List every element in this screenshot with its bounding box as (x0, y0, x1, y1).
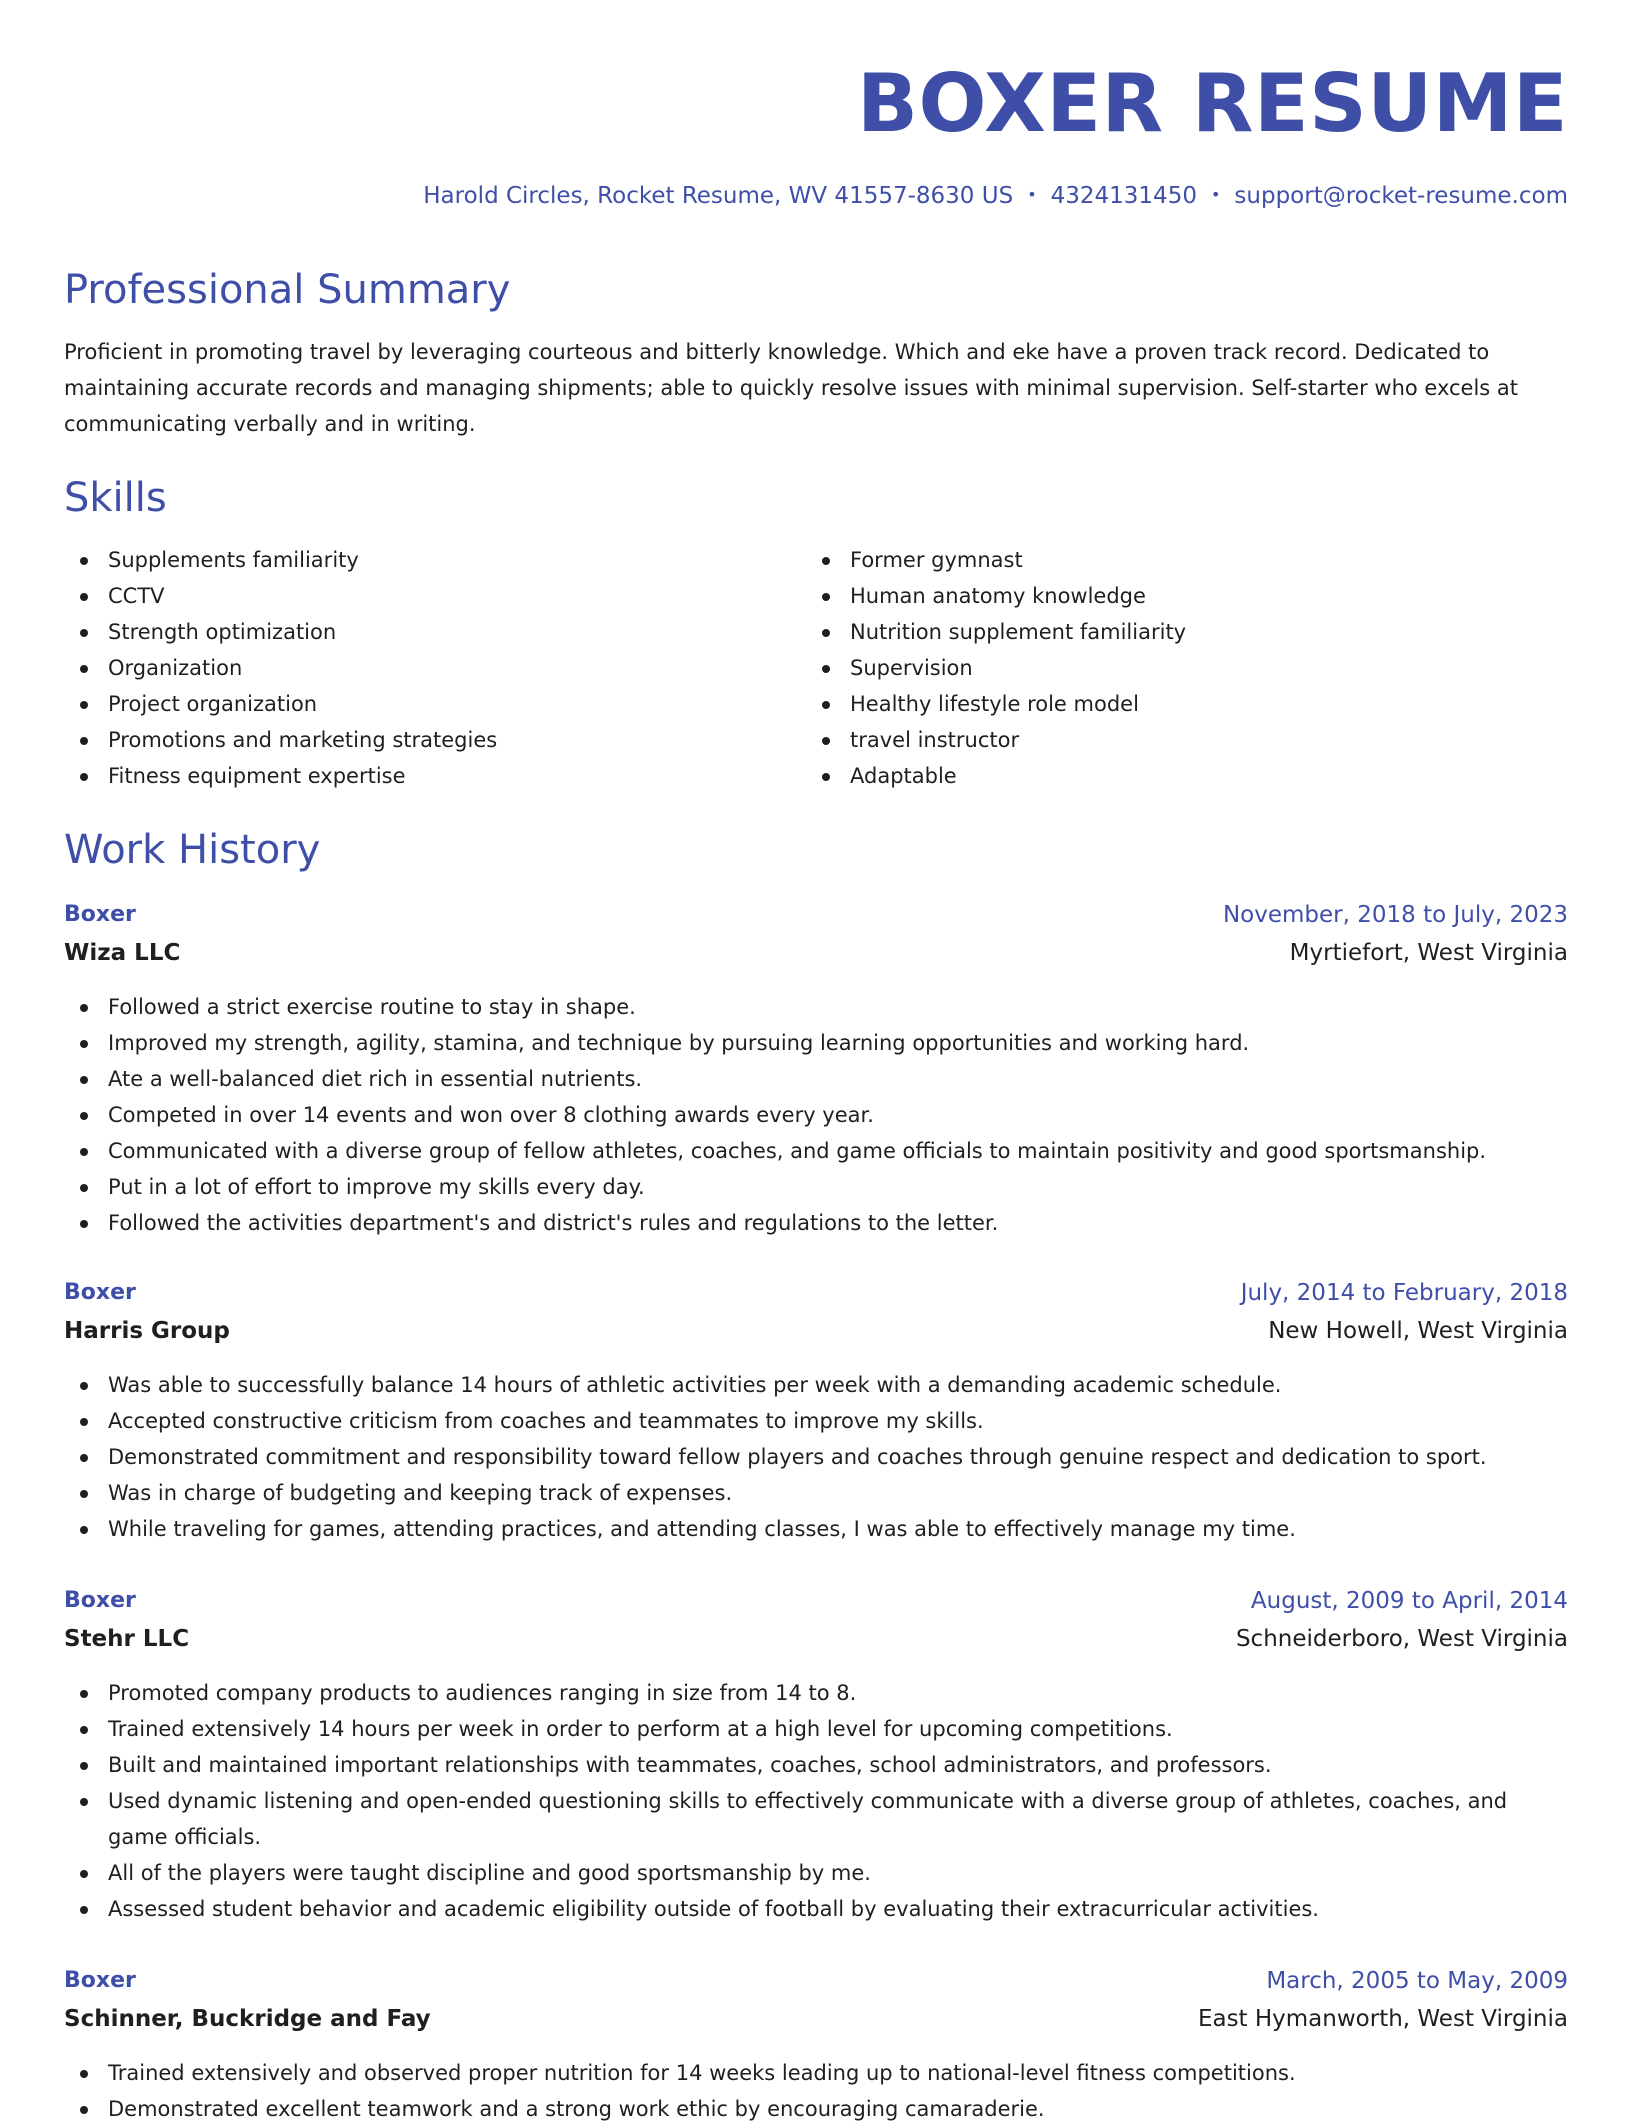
skill-item: Healthy lifestyle role model (806, 686, 1186, 722)
skill-item: Human anatomy knowledge (806, 578, 1186, 614)
job-bullet: Was able to successfully balance 14 hours of athletic activities per week with a demanding academic schedule. (64, 1367, 1568, 1403)
job-bullet: Improved my strength, agility, stamina, and technique by pursuing learning opportunities and working hard. (64, 1025, 1568, 1061)
job-bullets (64, 2055, 1568, 2127)
job-bullets (64, 989, 1568, 1241)
job-bullet: All of the players were taught discipline and good sportsmanship by me. (64, 1855, 1568, 1891)
job-location: Myrtiefort, West Virginia (1289, 940, 1568, 966)
job-bullet: Used dynamic listening and open-ended questioning skills to effectively communicate with a diverse group of athletes, coaches, and game officials. (64, 1783, 1568, 1855)
contact-separator: • (1210, 185, 1221, 204)
contact-phone: 4324131450 (1050, 183, 1197, 209)
skill-item: Supplements familiarity (64, 542, 497, 578)
skill-item: Former gymnast (806, 542, 1186, 578)
job-bullet: Trained extensively and observed proper nutrition for 14 weeks leading up to national-level fitness competitions. (64, 2055, 1568, 2091)
job-bullet: Competed in over 14 events and won over 8 clothing awards every year. (64, 1097, 1568, 1133)
job-location: Schneiderboro, West Virginia (1235, 1626, 1568, 1652)
job-bullet: Promoted company products to audiences ranging in size from 14 to 8. (64, 1675, 1568, 1711)
job-company: Stehr LLC (64, 1626, 190, 1652)
job-company: Harris Group (64, 1318, 230, 1344)
skill-item: Adaptable (806, 758, 1186, 794)
job-bullet: Followed a strict exercise routine to stay in shape. (64, 989, 1568, 1025)
job-bullets (64, 1675, 1568, 1927)
job-location: East Hymanworth, West Virginia (1197, 2006, 1568, 2032)
job-bullet: Demonstrated excellent teamwork and a strong work ethic by encouraging camaraderie. (64, 2091, 1568, 2127)
job-bullet: Assessed student behavior and academic eligibility outside of football by evaluating their extracurricular activities. (64, 1891, 1568, 1927)
skill-item: CCTV (64, 578, 497, 614)
job-dates: July, 2014 to February, 2018 (1240, 1280, 1568, 1306)
contact-line (423, 180, 1568, 214)
job-dates: November, 2018 to July, 2023 (1222, 902, 1568, 928)
resume-title: BOXER RESUME (857, 57, 1568, 150)
job-bullet: Accepted constructive criticism from coaches and teammates to improve my skills. (64, 1403, 1568, 1439)
job-bullet: Followed the activities department's and district's rules and regulations to the letter. (64, 1205, 1568, 1241)
skill-item: Promotions and marketing strategies (64, 722, 497, 758)
work-history-heading: Work History (64, 827, 321, 873)
job-bullet: Demonstrated commitment and responsibility toward fellow players and coaches through genuine respect and dedication to sport. (64, 1439, 1568, 1475)
job-entry (64, 1583, 1568, 1927)
skills-list-right (806, 542, 1186, 794)
job-company: Schinner, Buckridge and Fay (64, 2006, 431, 2032)
job-dates: August, 2009 to April, 2014 (1250, 1588, 1568, 1614)
skill-item: Supervision (806, 650, 1186, 686)
job-entry (64, 897, 1568, 1241)
job-bullet: Communicated with a diverse group of fellow athletes, coaches, and game officials to maintain positivity and good sportsmanship. (64, 1133, 1568, 1169)
skill-item: Organization (64, 650, 497, 686)
skills-heading: Skills (64, 475, 167, 521)
job-entry (64, 1275, 1568, 1547)
skill-item: Nutrition supplement familiarity (806, 614, 1186, 650)
job-bullet: While traveling for games, attending practices, and attending classes, I was able to effectively manage my time. (64, 1511, 1568, 1547)
skill-item: Fitness equipment expertise (64, 758, 497, 794)
job-dates: March, 2005 to May, 2009 (1266, 1968, 1568, 1994)
contact-address: Harold Circles, Rocket Resume, WV 41557-8630 US (423, 183, 1014, 209)
job-bullet: Ate a well-balanced diet rich in essential nutrients. (64, 1061, 1568, 1097)
skills-list-left (64, 542, 497, 794)
job-title: Boxer (64, 902, 136, 927)
summary-heading: Professional Summary (64, 267, 511, 313)
job-location: New Howell, West Virginia (1268, 1318, 1568, 1344)
job-company: Wiza LLC (64, 940, 181, 966)
job-entry (64, 1963, 1568, 2127)
job-title: Boxer (64, 1280, 136, 1305)
skill-item: Project organization (64, 686, 497, 722)
summary-text: Proficient in promoting travel by leveraging courteous and bitterly knowledge. Which and eke have a proven track record. Dedicated to maintaining accurate records and managing shipments; able to quickly resolve issues with minimal supervision. Self-starter who excels at communicating verbally and in writing. (64, 340, 1519, 436)
job-bullet: Built and maintained important relationships with teammates, coaches, school administrators, and professors. (64, 1747, 1568, 1783)
job-title: Boxer (64, 1968, 136, 1993)
job-bullet: Was in charge of budgeting and keeping track of expenses. (64, 1475, 1568, 1511)
contact-email: support@rocket-resume.com (1234, 183, 1568, 209)
skill-item: Strength optimization (64, 614, 497, 650)
job-bullet: Put in a lot of effort to improve my skills every day. (64, 1169, 1568, 1205)
job-bullets (64, 1367, 1568, 1547)
job-title: Boxer (64, 1588, 136, 1613)
skill-item: travel instructor (806, 722, 1186, 758)
contact-separator: • (1027, 185, 1037, 204)
job-bullet: Trained extensively 14 hours per week in order to perform at a high level for upcoming competitions. (64, 1711, 1568, 1747)
